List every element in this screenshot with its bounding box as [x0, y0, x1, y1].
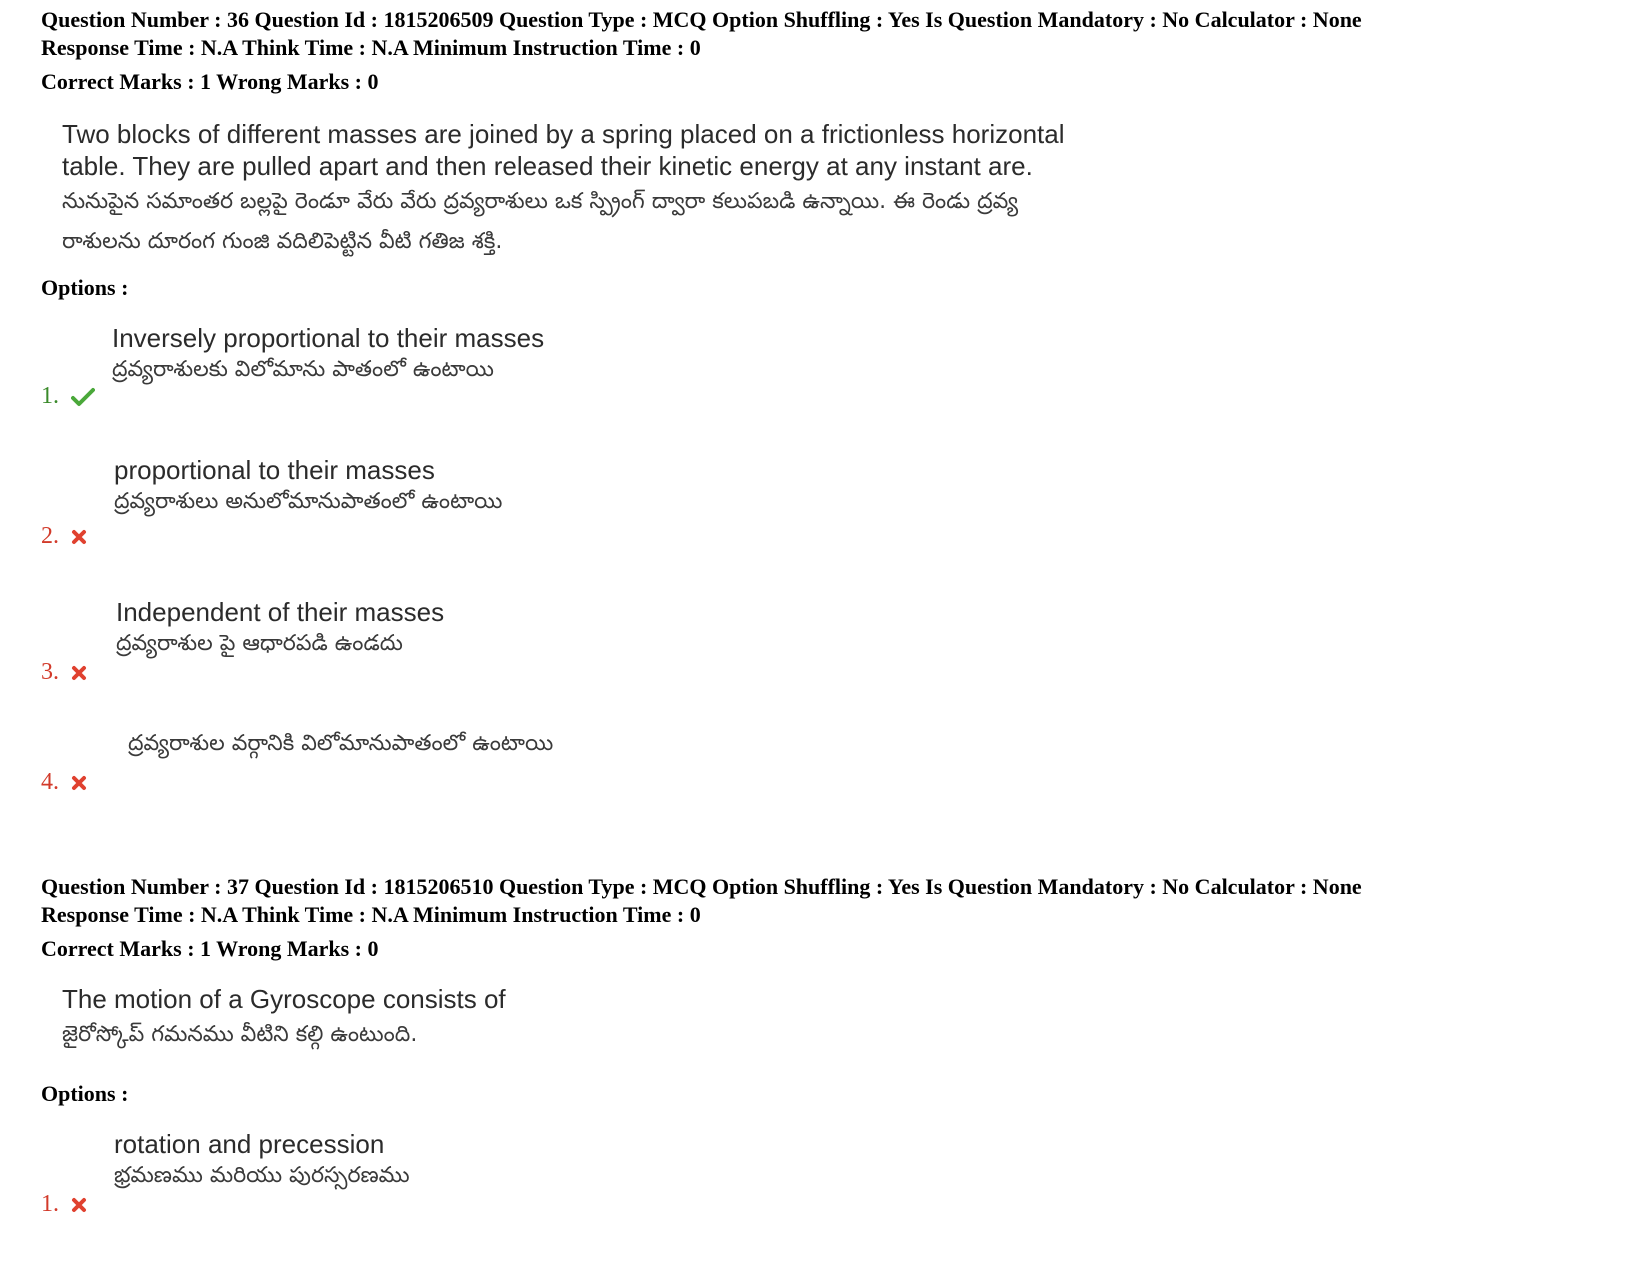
question-timing: Response Time : N.A Think Time : N.A Minimum Instruction Time : 0	[41, 35, 701, 60]
question-text-te-line: జైరోస్కోప్ గమనము వీటిని కల్గి ఉంటుంది.	[62, 1022, 418, 1047]
option-content	[116, 596, 444, 660]
cross-icon	[71, 665, 87, 681]
question-text-en-line: The motion of a Gyroscope consists of	[62, 984, 506, 1014]
option-text-te: ద్రవ్యరాశుల పై ఆధారపడి ఉండదు	[116, 631, 403, 656]
option-text-en: Independent of their masses	[116, 597, 445, 627]
option-text-te: ద్రవ్యరాశులు అనులోమానుపాతంలో ఉంటాయి	[114, 489, 503, 514]
options-label: Options :	[41, 275, 129, 300]
question-text-te-line: రాశులను దూరంగ గుంజి వదిలిపెట్టిన వీటి గతిజ శక్తి.	[62, 229, 503, 254]
cross-icon	[71, 529, 87, 545]
option-text-te: భ్రమణము మరియు పురస్సరణము	[114, 1163, 410, 1188]
option-number-label: 3.	[41, 659, 59, 685]
option-content	[112, 322, 544, 386]
question-header: Question Number : 36 Question Id : 1815206509 Question Type : MCQ Option Shuffling : Yes Is Question Mandatory : No Calculator : None	[41, 7, 1362, 32]
option-number-label: 1.	[41, 1191, 59, 1217]
option-text-en: Inversely proportional to their masses	[112, 323, 545, 353]
check-icon	[71, 387, 95, 407]
option-number	[41, 1190, 87, 1218]
option-text-en: proportional to their masses	[114, 455, 435, 485]
option-content	[114, 454, 502, 518]
question-header: Question Number : 37 Question Id : 1815206510 Question Type : MCQ Option Shuffling : Yes Is Question Mandatory : No Calculator : None	[41, 874, 1362, 899]
option-text-te: ద్రవ్యరాశుల వర్గానికి విలోమానుపాతంలో ఉంటాయి	[128, 731, 554, 756]
question-text	[62, 118, 1065, 262]
question-text-en-line: table. They are pulled apart and then released their kinetic energy at any instant are.	[62, 151, 1033, 181]
cross-icon	[71, 775, 87, 791]
option-text-te: ద్రవ్యరాశులకు విలోమాను పాతంలో ఉంటాయి	[112, 357, 494, 382]
option-number-label: 2.	[41, 523, 59, 549]
option-number	[41, 522, 87, 550]
option-number-label: 4.	[41, 769, 59, 795]
cross-icon	[71, 1197, 87, 1213]
question-text	[62, 983, 506, 1055]
option-number	[41, 382, 95, 410]
question-marks: Correct Marks : 1 Wrong Marks : 0	[41, 69, 379, 94]
option-content	[128, 728, 553, 760]
option-number-label: 1.	[41, 383, 59, 409]
options-label: Options :	[41, 1081, 129, 1106]
option-number	[41, 768, 87, 796]
question-text-en-line: Two blocks of different masses are joined by a spring placed on a frictionless horizontal	[62, 119, 1065, 149]
question-marks: Correct Marks : 1 Wrong Marks : 0	[41, 936, 379, 961]
option-number	[41, 658, 87, 686]
option-content	[114, 1128, 410, 1192]
question-timing: Response Time : N.A Think Time : N.A Minimum Instruction Time : 0	[41, 902, 701, 927]
option-text-en: rotation and precession	[114, 1129, 385, 1159]
question-text-te-line: నునుపైన సమాంతర బల్లపై రెండూ వేరు వేరు ద్రవ్యరాశులు ఒక స్ప్రింగ్ ద్వారా కలుపబడి ఉన్నాయి. ఈ రెండు ద్రవ్య	[62, 189, 1019, 214]
